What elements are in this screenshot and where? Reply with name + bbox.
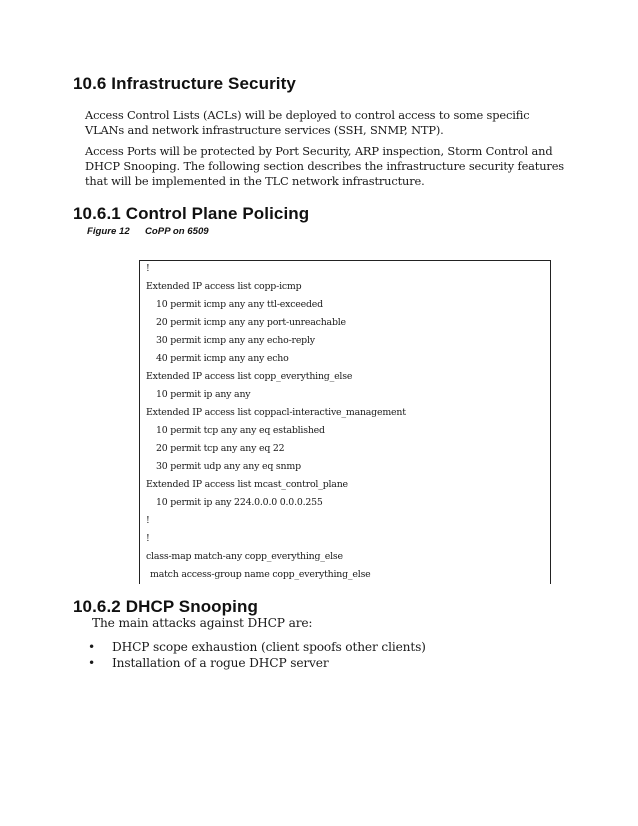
bullet: • bbox=[88, 640, 96, 654]
code-listing-box bbox=[139, 260, 551, 584]
dhcp-intro-text: The main attacks against DHCP are: bbox=[92, 616, 313, 630]
section-heading-dhcp-snooping: 10.6.2 DHCP Snooping bbox=[73, 597, 258, 616]
paragraph-acls: Access Control Lists (ACLs) will be deployed to control access to some specific VLANs and network infrastructure services (SSH, SNMP, NTP). bbox=[85, 108, 530, 137]
code-line: 10 permit icmp any any ttl-exceeded bbox=[156, 299, 323, 310]
code-line: Extended IP access list copp_everything_else bbox=[146, 371, 353, 382]
code-line: Extended IP access list coppacl-interactive_management bbox=[146, 407, 406, 418]
code-line: Extended IP access list mcast_control_plane bbox=[146, 479, 348, 490]
code-line: ! bbox=[146, 533, 150, 544]
code-line: 30 permit udp any any eq snmp bbox=[156, 461, 301, 472]
list-item bbox=[88, 640, 426, 654]
code-line: class-map match-any copp_everything_else bbox=[146, 551, 343, 562]
code-line: 10 permit tcp any any eq established bbox=[156, 425, 325, 436]
code-line: ! bbox=[146, 515, 150, 526]
figure-number: Figure 12 bbox=[87, 226, 130, 237]
list-item-text: Installation of a rogue DHCP server bbox=[112, 656, 329, 670]
code-line: 40 permit icmp any any echo bbox=[156, 353, 289, 364]
paragraph-access-ports: Access Ports will be protected by Port Security, ARP inspection, Storm Control and DHCP Snooping. The following section describes the infrastructure security features that will be implemented in the TLC network infrastructure. bbox=[85, 144, 564, 188]
figure-title: CoPP on 6509 bbox=[145, 226, 209, 237]
list-item-text: DHCP scope exhaustion (client spoofs other clients) bbox=[112, 640, 426, 654]
figure-caption bbox=[87, 226, 209, 237]
list-item bbox=[88, 656, 329, 670]
code-line: 20 permit tcp any any eq 22 bbox=[156, 443, 285, 454]
section-heading-control-plane-policing: 10.6.1 Control Plane Policing bbox=[73, 204, 310, 223]
code-line: 10 permit ip any 224.0.0.0 0.0.0.255 bbox=[156, 497, 323, 508]
code-line: ! bbox=[146, 263, 150, 274]
code-line: Extended IP access list copp-icmp bbox=[146, 281, 302, 292]
code-line: 30 permit icmp any any echo-reply bbox=[156, 335, 315, 346]
bullet: • bbox=[88, 656, 96, 670]
section-heading-infrastructure-security: 10.6 Infrastructure Security bbox=[73, 74, 296, 93]
code-line: 10 permit ip any any bbox=[156, 389, 251, 400]
code-line: match access-group name copp_everything_else bbox=[150, 569, 371, 580]
code-line: 20 permit icmp any any port-unreachable bbox=[156, 317, 346, 328]
